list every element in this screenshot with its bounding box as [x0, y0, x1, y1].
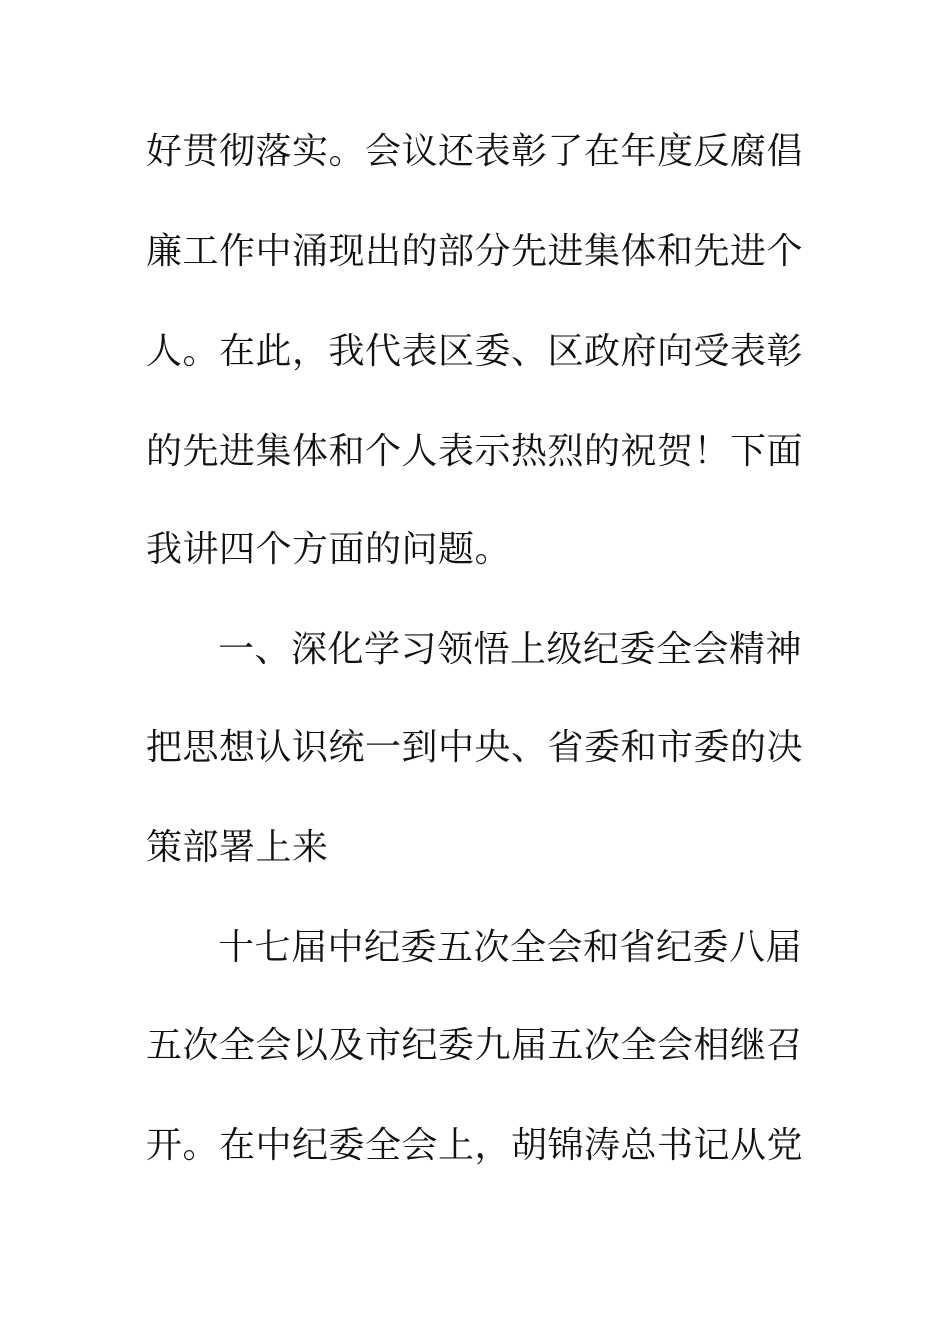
text-line-10: 五次全会以及市纪委九届五次全会相继召	[146, 1025, 804, 1066]
text-line-1: 好贯彻落实。会议还表彰了在年度反腐倡	[146, 131, 804, 172]
text-line-3: 人。在此，我代表区委、区政府向受表彰	[146, 331, 804, 372]
section-heading-line-1: 一、深化学习领悟上级纪委全会精神	[218, 629, 803, 670]
section-heading-line-3: 策部署上来	[146, 827, 329, 868]
text-line-2: 廉工作中涌现出的部分先进集体和先进个	[146, 231, 804, 272]
text-line-4: 的先进集体和个人表示热烈的祝贺！下面	[146, 431, 804, 472]
text-line-5: 我讲四个方面的问题。	[146, 529, 512, 570]
text-line-9: 十七届中纪委五次全会和省纪委八届	[218, 927, 803, 968]
section-heading-line-2: 把思想认识统一到中央、省委和市委的决	[146, 727, 804, 768]
text-line-11: 开。在中纪委全会上，胡锦涛总书记从党	[146, 1125, 804, 1166]
